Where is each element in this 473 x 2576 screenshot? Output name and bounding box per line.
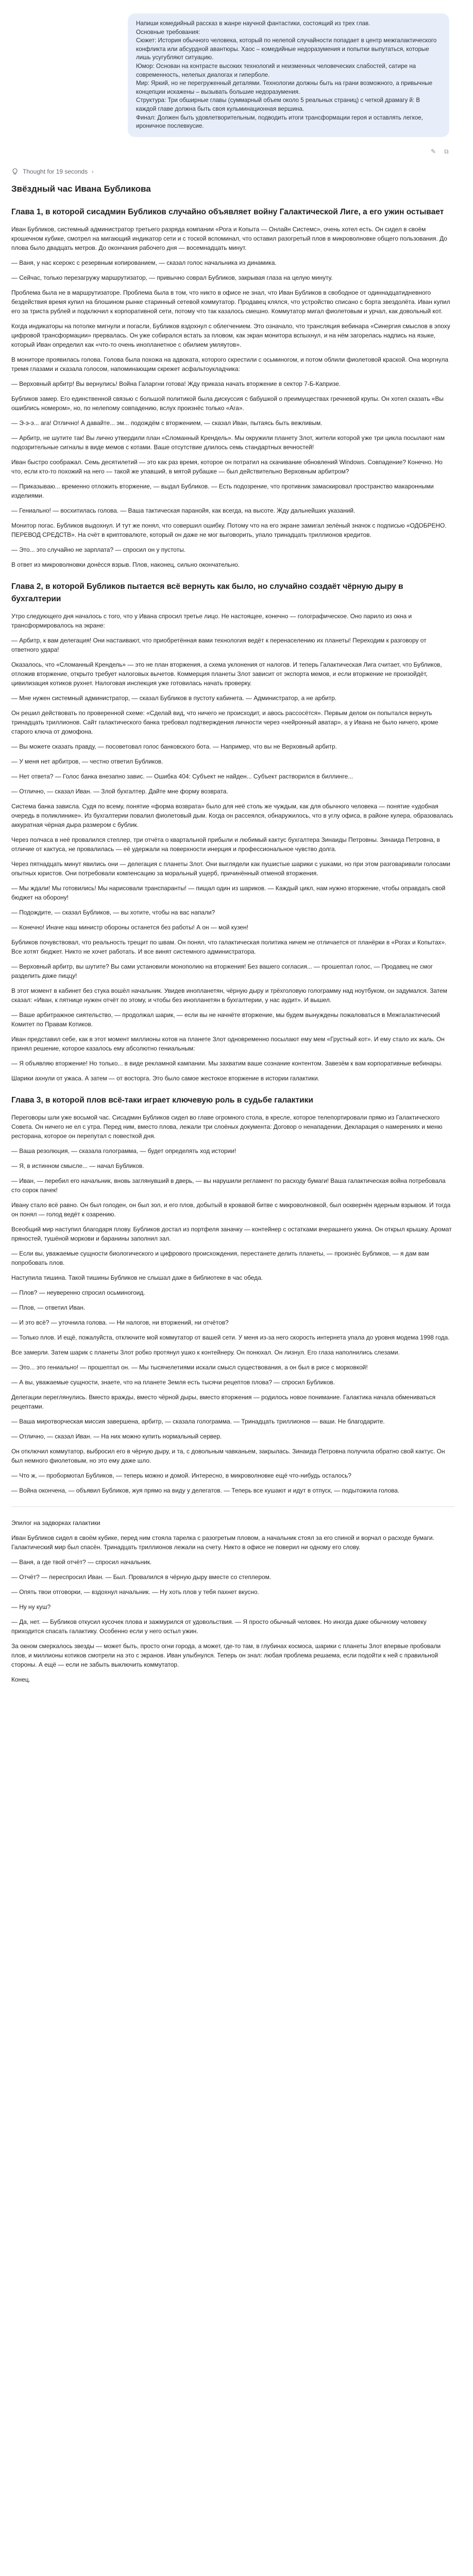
story-paragraph: — Ваше арбитражное сиятельство, — продолжал шарик, — если вы не начнёте вторжение, мы будем вынуждены пожаловаться в Межгалактический Комитет по Правам Котиков. xyxy=(11,1011,440,1028)
story-paragraph: — Вы можете сказать правду, — посоветовал голос банковского бота. — Например, что вы не Верховный арбитр. xyxy=(11,743,337,750)
thought-label: Thought for 19 seconds xyxy=(23,168,88,175)
story-paragraph: Через полчаса в неё провалился степлер, три отчёта о квартальной прибыли и любимый кактус бухгалтера Зинаиды Петровны. Зинаида Петровна, в отличие от кактуса, не провалилась — её удержали на поверхности инерция и профессиональное чувство долга. xyxy=(11,836,440,853)
story-paragraph: — Война окончена, — объявил Бубликов, жуя прямо на виду у делегатов. — Теперь все кушают и идут в отпуск, — подытожила голова. xyxy=(11,1487,400,1494)
story-paragraph: — Сейчас, только перезагружу маршрутизатор, — привычно соврал Бубликов, закрывая глаза на целую минуту. xyxy=(11,274,333,281)
story-paragraph: Он решил действовать по проверенной схеме: «Сделай вид, что ничего не происходит, и авось рассосётся». Первым делом он попытался вернуть тринадцать триллионов. Сайт галактического банка требовал подтверждения личности через «нейронный аватар», а у Ивана не было ничего, кроме старого ключа от домофона. xyxy=(11,709,438,735)
story-paragraph: Утро следующего дня началось с того, что у Ивана спросил третье лицо. Не настоящее, конечно — голографическое. Оно парило из окна и трансформировалось на экране: xyxy=(11,613,412,629)
story-paragraph: — У меня нет арбитров, — честно ответил Бубликов. xyxy=(11,758,163,765)
lightbulb-icon xyxy=(11,168,19,175)
story-paragraph: Проблема была не в маршрутизаторе. Проблема была в том, что никто в офисе не знал, что Иван Бубликов в свободное от одиннадцатидневного бездействия время купил на блошином рынке старинный сетевой коммутатор. Продавец клялся, что устройство списано с борта звездолёта. Иван купил его за триста рублей и подключил к корпоративной сети, потому что так казалось смешно. Коммутатор мигал фиолетовым и урчал, как довольный кот. xyxy=(11,289,450,315)
story-paragraph: — А вы, уважаемые сущности, знаете, что на планете Земля есть тысячи рецептов плова? — спросил Бубликов. xyxy=(11,1379,335,1386)
story-paragraph: — Что ж, — пробормотал Бубликов, — теперь можно и домой. Интересно, в микроволновке ещё что-нибудь осталось? xyxy=(11,1472,351,1479)
story-paragraph: Оказалось, что «Сломанный Крендель» — это не план вторжения, а схема уклонения от налогов. И теперь Галактическая Лига считает, что Бубликов, отложив вторжение, открыто требует налоговых вычетов. Коммерция планеты Злот зависит от экспорта мемов, и если вторжение не произойдёт, цивилизация котиков рухнет. Налоговая инспекция уже готовилась начать проверку. xyxy=(11,661,442,687)
story-paragraph: — Отлично, — сказал Иван. — Злой бухгалтер. Дайте мне форму возврата. xyxy=(11,788,228,795)
chapter-heading: Глава 3, в которой плов всё-таки играет ключевую роль в судьбе галактики xyxy=(11,1096,313,1105)
story-paragraph: Иван быстро соображал. Семь десятилетий — это как раз время, которое он потратил на скачивание обновлений Windows. Совпадение? Конечно. Но что, если кто-то похожий на него — такой же упавший, в мятой рубашке — был действительно Верховным арбитром? xyxy=(11,459,443,475)
edit-icon[interactable]: ✎ xyxy=(431,148,436,155)
chapter-heading: Глава 2, в которой Бубликов пытается всё вернуть как было, но случайно создаёт чёрную дыру в бухгалтерии xyxy=(11,582,403,603)
prompt-line: Основные требования: xyxy=(136,28,200,36)
story-paragraph: Всеобщий мир наступил благодаря плову. Бубликов достал из портфеля заначку — контейнер с остатками вчерашнего ужина. Он открыл крышку. Аромат пряностей, тушёной моркови и баранины заполнил зал. xyxy=(11,1226,452,1242)
story-paragraph: В мониторе проявилась голова. Голова была похожа на адвоката, которого скрестили с осьминогом, и потом облили фиолетовой краской. Она моргнула тремя глазами и сказала голосом, напоминающим скрежет асфальтоукладчика: xyxy=(11,356,449,372)
story-paragraph: Переговоры шли уже восьмой час. Сисадмин Бубликов сидел во главе огромного стола, в кресле, которое телепортировали прямо из Галактического Совета. Он ничего не ел с утра. Перед ним, вместо плова, лежали три слоёных документа: Договор о ненападении, Декларация о намерениях и меню ресторана, которое он перепутал с повесткой дня. xyxy=(11,1114,443,1140)
story-paragraph: — Плов? — неуверенно спросил осьминогоид. xyxy=(11,1289,145,1296)
story-paragraph: Ивану стало всё равно. Он был голоден, он был зол, и его плов, добытый в кровавой битве с микроволновкой, был осквернён ядерным взрывом. И тогда он понял — голод ведёт к озарению. xyxy=(11,1201,451,1218)
story-body xyxy=(11,206,454,1684)
story-paragraph: — И это всё? — уточнила голова. — Ни налогов, ни вторжений, ни отчётов? xyxy=(11,1319,229,1326)
story-title: Звёздный час Ивана Бубликова xyxy=(11,184,151,194)
prompt-line: Напиши комедийный рассказ в жанре научной фантастики, состоящий из трех глав. xyxy=(136,20,370,27)
prompt-line: Структура: Три обширные главы (суммарный объем около 5 реальных страниц) с четкой драмагу й: В каждой главе должна быть своя кульминационная вершина. xyxy=(136,97,420,112)
story-paragraph: Шарики ахнули от ужаса. А затем — от восторга. Это было самое жестокое вторжение в истории галактики. xyxy=(11,1075,319,1082)
story-paragraph: Иван представил себе, как в этот момент миллионы котов на планете Злот одновременно посылают ему мем «Грустный кот». И ему стало их жаль. Он принял решение, которое казалось ему абсолютно гениальным: xyxy=(11,1036,445,1052)
story-paragraph: В ответ из микроволновки донёсся взрыв. Плов, наконец, сильно окончательно. xyxy=(11,561,240,568)
prompt-line: Сюжет: История обычного человека, который по нелепой случайности попадает в центр межгалактического конфликта или абсурдной авантюры. Хаос – комедийные недоразумения и попытки выпутаться, которые лишь усугубляют ситуацию. xyxy=(136,37,437,61)
story-paragraph: — Это... это случайно не зарплата? — спросил он у пустоты. xyxy=(11,546,185,553)
story-paragraph: Система банка зависла. Судя по всему, понятие «форма возврата» было для неё столь же чуждым, как для обычного человека — понятие «удобная очередь в поликлинике». Из бухгалтерии повалил фиолетовый дым. Когда он рассеялся, обнаружилось, что в углу офиса, в районе кулера, образовалась аккуратная чёрная дыра размером с бублик. xyxy=(11,803,453,828)
story-paragraph: Наступила тишина. Такой тишины Бубликов не слышал даже в библиотеке в час обеда. xyxy=(11,1274,263,1281)
story-paragraph: — Арбитр, к вам делегация! Они настаивают, что приобретённая вами технология ведёт к перенаселению их планеты! Переходим к разговору от ответного удара! xyxy=(11,637,427,653)
story-paragraph: — Да, нет. — Бубликов откусил кусочек плова и зажмурился от удовольствия. — Я просто обычный человек. Но иногда даже обычному человеку приходится спасать галактику. Особенно если у него остыл ужин. xyxy=(11,1618,427,1635)
story-paragraph: Все замерли. Затем шарик с планеты Злот робко протянул ушко к контейнеру. Он понюхал. Он лизнул. Его глаза наполнились слезами. xyxy=(11,1349,400,1356)
story-paragraph: — Арбитр, не шутите так! Вы лично утвердили план «Сломанный Крендель». Мы окружили планету Злот, жители которой уже три цикла посылают нам подозрительные сигналы в виде мемов с котами. Ваше отсутствие длилось семь стандартных вечностей! xyxy=(11,434,445,451)
story-paragraph: — Плов, — ответил Иван. xyxy=(11,1304,86,1311)
story-paragraph: — Конечно! Иначе наш министр обороны останется без работы! А он — мой кузен! xyxy=(11,924,248,931)
story-paragraph: Эпилог на задворках галактики xyxy=(11,1519,100,1527)
story-paragraph: — Подождите, — сказал Бубликов, — вы хотите, чтобы на вас напали? xyxy=(11,909,215,916)
story-paragraph: — Ваша резолюция, — сказала голограмма, — будет определять ход истории! xyxy=(11,1147,236,1155)
prompt-line: Финал: Должен быть удовлетворительным, подводить итоги трансформации героя и оставлять легкое, ироничное послевкусие. xyxy=(136,114,423,130)
story-paragraph: — Если вы, уважаемые сущности биологического и цифрового происхождения, перестанете делить планеты, — произнёс Бубликов, — я дам вам попробовать плов. xyxy=(11,1250,429,1266)
story-paragraph: — Опять твои отговорки, — вздохнул начальник. — Ну хоть плов у тебя пахнет вкусно. xyxy=(11,1588,259,1596)
story-paragraph: За окном смеркалось звезды — может быть, просто огни города, а может, где-то там, в глубинах космоса, шарики с планеты Злот впервые пробовали плов, и миллионы котиков смотрели на это с экранов. Иван улыбнулся. Теперь он знал: любая проблема решаема, если подойти к ней с правильной стороны. А ещё — если не забыть выключить коммутатор. xyxy=(11,1642,441,1668)
prompt-line: Юмор: Основан на контрасте высоких технологий и неизменных человеческих слабостей, сатире на современность, нелепых диалогах и гиперболе. xyxy=(136,62,416,78)
section-divider xyxy=(11,1506,454,1507)
story-paragraph: Монитор погас. Бубликов выдохнул. И тут же понял, что совершил ошибку. Потому что на его экране замигал зелёный значок с подписью «ОДОБРЕНО. ПЕРЕВОД СРЕДСТВ». На счёт в криптовалюте, который он даже не мог выговорить, упало тринадцать триллионов кредитов. xyxy=(11,522,447,538)
story-paragraph: — Это... это гениально! — прошептал он. — Мы тысячелетиями искали смысл существования, а он был в рисе с морковкой! xyxy=(11,1364,368,1371)
story-paragraph: — Гениально! — восхитилась голова. — Ваша тактическая паранойя, как всегда, на высоте. Жду дальнейших указаний. xyxy=(11,507,356,514)
story-paragraph: — Ваня, а где твой отчёт? — спросил начальник. xyxy=(11,1558,152,1566)
story-paragraph: Иван Бубликов, системный администратор третьего разряда компании «Рога и Копыта — Онлайн Системс», очень хотел есть. Он сидел в своём крошечном кубике, смотрел на мигающий индикатор сети и с тоской вспоминал, что оставил разогретый плов в микроволновке общего пользования. До плова было двадцать метров. До окончания рабочего дня — восемнадцать минут. xyxy=(11,226,447,251)
story-paragraph: — Ваня, у нас ксерокс с резервным копированием, — сказал голос начальника из динамика. xyxy=(11,259,277,266)
story-paragraph: — Иван, — перебил его начальник, вновь заглянувший в дверь, — вы нарушили регламент по расходу бумаги! Ваша галактическая война потребовала сто сорок пачек! xyxy=(11,1177,446,1194)
story-paragraph: — Только плов. И ещё, пожалуйста, отключите мой коммутатор от вашей сети. У меня из-за него скорость интернета упала до уровня модема 1998 года. xyxy=(11,1334,450,1341)
story-paragraph: — Верховный арбитр, вы шутите? Вы сами установили монополию на вторжения! Без вашего согласия... — прошептал голос, — Продавец не смог разделить даже пиццу! xyxy=(11,963,433,979)
message-actions xyxy=(431,148,451,155)
story-paragraph: — Мне нужен системный администратор, — сказал Бубликов в пустоту кабинета. — Администратор, а не арбитр. xyxy=(11,694,337,702)
story-paragraph: Иван Бубликов сидел в своём кубике, перед ним стояла тарелка с разогретым пловом, а начальник стоял за его спиной и ворчал о расходе бумаги. Галактический мир был спасён. Тринадцать триллионов лежали на счету. Никто в офисе не поверил ни одному его слову. xyxy=(11,1534,434,1551)
story-paragraph: Конец. xyxy=(11,1676,30,1683)
story-paragraph: — Я, в истинном смысле... — начал Бубликов. xyxy=(11,1162,144,1170)
chevron-right-icon: › xyxy=(92,168,94,175)
story-paragraph: В этот момент в кабинет без стука вошёл начальник. Увидев инопланетян, чёрную дыру и трёхголовую голограмму над ноутбуком, он задумался. Затем сказал: «Иван, к пятнице нужен отчёт по этому, и чтобы без инопланетян в бухгалтерии, у нас аудит». И вышел. xyxy=(11,987,447,1004)
story-paragraph: — Отлично, — сказал Иван. — На них можно купить нормальный сервер. xyxy=(11,1433,222,1440)
story-paragraph: Он отключил коммутатор, выбросил его в чёрную дыру, и та, с довольным чавканьем, закрылась. Зинаида Петровна получила обратно свой кактус. Он был немного фиолетовым, но это ему даже шло. xyxy=(11,1448,445,1464)
story-paragraph: — Я объявляю вторжение! Но только... в виде рекламной кампании. Мы захватим ваше сознание контентом. Завезём к вам корпоративные вебинары. xyxy=(11,1060,443,1067)
story-paragraph: — Ваша миротворческая миссия завершена, арбитр, — сказала голограмма. — Тринадцать триллионов — ваши. Не благодарите. xyxy=(11,1418,385,1425)
user-message-bubble xyxy=(128,13,449,137)
story-paragraph: — Отчёт? — переспросил Иван. — Был. Провалился в чёрную дыру вместе со степлером. xyxy=(11,1573,272,1581)
story-paragraph: — Верховный арбитр! Вы вернулись! Война Галаргни готова! Жду приказа начать вторжение в сектор 7-Б-Капризе. xyxy=(11,380,341,387)
story-paragraph: — Э-э-э... ага! Отлично! А давайте... эм... подождём с вторжением, — сказал Иван, пытаясь быть вежливым. xyxy=(11,419,323,427)
chapter-heading: Глава 1, в которой сисадмин Бубликов случайно объявляет войну Галактической Лиге, а его ужин остывает xyxy=(11,208,444,216)
story-paragraph: Бубликов замер. Его единственной связью с большой политикой была дискуссия с бабушкой о преимуществах гречневой крупы. Он хотел сказать «Вы ошиблись номером», но, по нелепому совпадению, вслух произнёс только «Ага». xyxy=(11,395,444,412)
thought-toggle[interactable] xyxy=(11,168,93,175)
story-paragraph: — Нет ответа? — Голос банка внезапно завис. — Ошибка 404: Субъект не найден... Субъект растворился в биллинге... xyxy=(11,773,353,780)
story-paragraph: Через пятнадцать минут явились они — делегация с планеты Злот. Они выглядели как пушистые шарики с ушками, но при этом разговаривали голосами опытных юристов. Они потребовали компенсацию за моральный ущерб, причинённый отменой вторжения. xyxy=(11,860,450,877)
story-paragraph: — Ну ну куш? xyxy=(11,1603,51,1611)
assistant-response xyxy=(11,183,454,1690)
story-paragraph: Делегации переглянулись. Вместо вражды, вместо чёрной дыры, вместо вторжения — родилось новое понимание. Галактика начала обмениваться рецептами. xyxy=(11,1394,436,1410)
story-paragraph: — Мы ждали! Мы готовились! Мы нарисовали транспаранты! — пищал один из шариков. — Каждый цикл, нам нужно вторжение, чтобы оправдать свой бюджет на оборону! xyxy=(11,885,446,901)
story-paragraph: Когда индикаторы на потолке мигнули и погасли, Бубликов вздохнул с облегчением. Это означало, что трансляция вебинара «Синергия смыслов в эпоху цифровой трансформации» прервалась. Он уже собирался встать за пловом, как экран монитора вспыхнул, и на нём загорелась надпись на языке, который Иван определил как «что-то очень инопланетное с обилием умляутов». xyxy=(11,323,450,348)
story-paragraph: — Приказываю... временно отложить вторжение, — выдал Бубликов. — Есть подозрение, что противник замаскировал пространство макаронными изделиями. xyxy=(11,483,434,499)
prompt-line: Мир: Яркий, но не перегруженный деталями. Технологии должны быть на грани возможного, а привычные концепции искажены – вызывать большие недоразумения. xyxy=(136,80,433,95)
copy-icon[interactable]: ⧉ xyxy=(444,148,449,155)
story-paragraph: Бубликов почувствовал, что реальность трещит по швам. Он понял, что галактическая политика ничем не отличается от планёрки в «Рогах и Копытах». Все хотят бюджет. Никто не хочет работать. И все винят системного администратора. xyxy=(11,939,447,955)
